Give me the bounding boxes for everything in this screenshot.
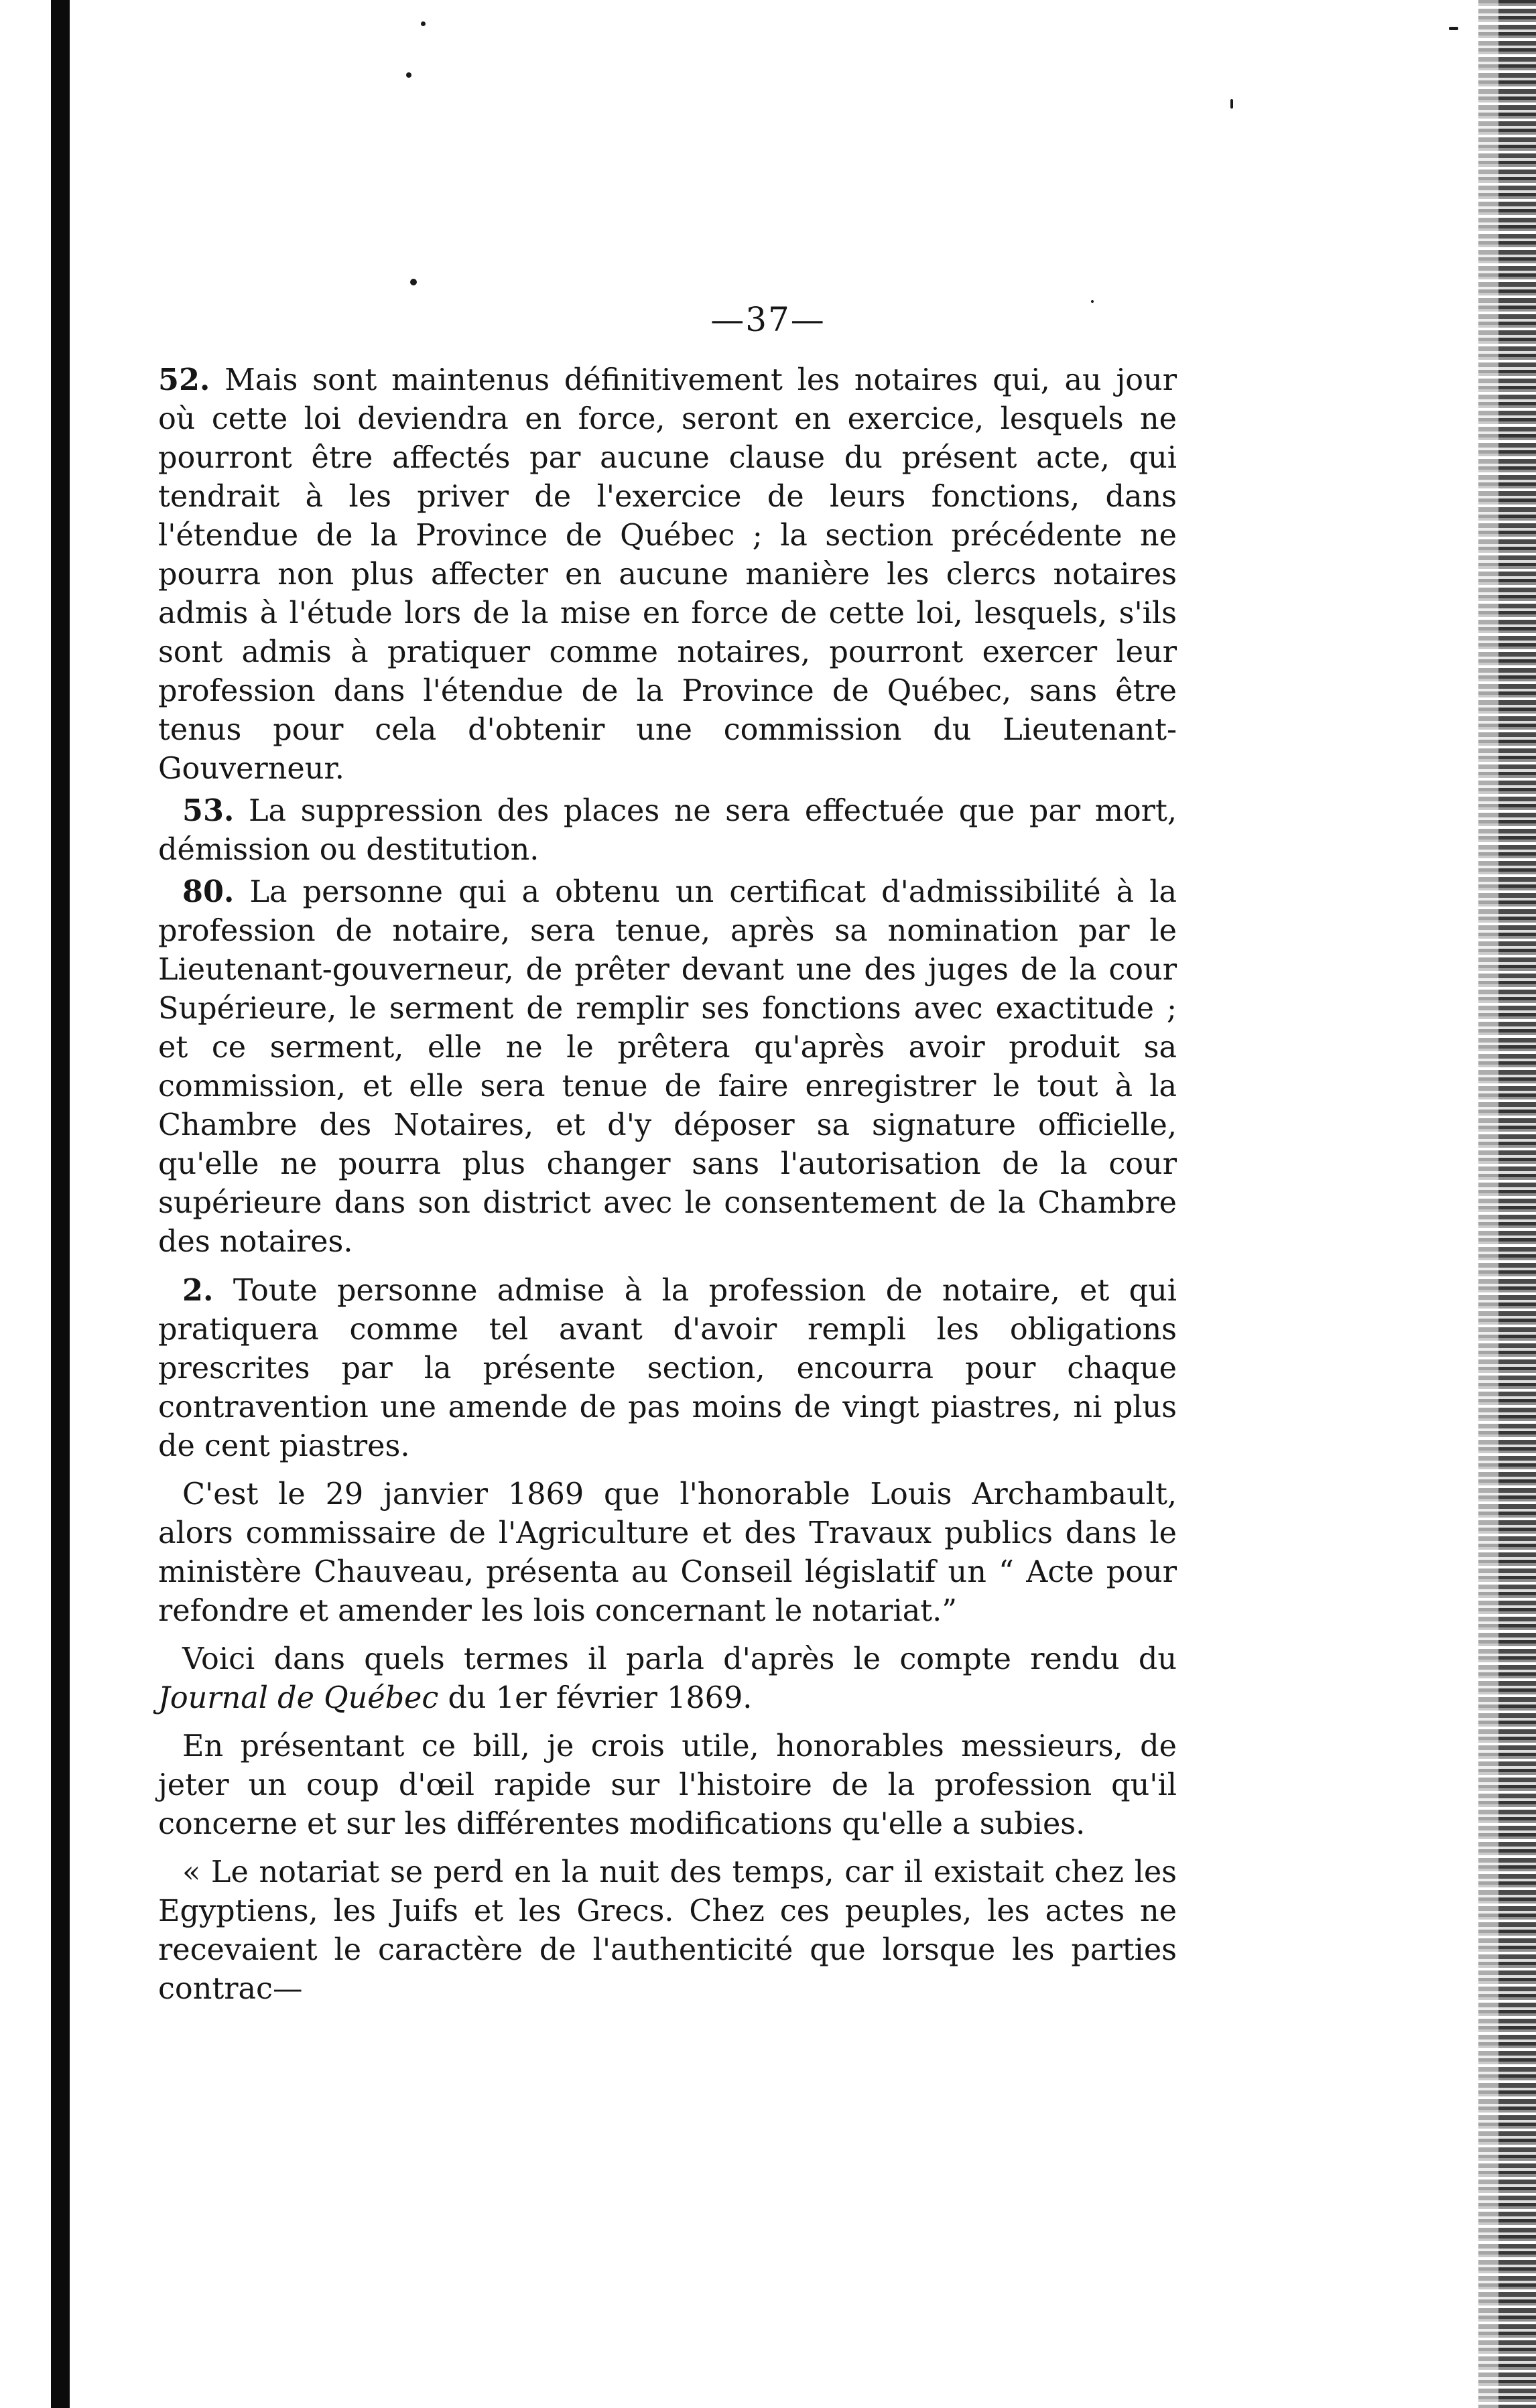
scan-speck: [406, 72, 411, 78]
right-page-edge-shade: [1478, 0, 1498, 2408]
paragraph-text: Voici dans quels termes il parla d'après le compte rendu du: [182, 1642, 1177, 1676]
paragraph-text: Toute personne admise à la profession de notaire, et qui pratiquera comme tel avant d'avoir rempli les obligations prescrites par la présente section, encourra pour chaque contravention une amende de pas moins de vingt piastres, ni plus de cent piastres.: [158, 1274, 1177, 1463]
paragraph-article-52: [158, 360, 1177, 789]
paragraph-text: C'est le 29 janvier 1869 que l'honorable Louis Archambault, alors commissaire de l'Agriculture et des Travaux publics dans le ministère Chauveau, présenta au Conseil législatif un “ Acte pour refondre et amender les lois concernant le notariat.”: [158, 1477, 1177, 1628]
paragraph-text: du 1er février 1869.: [438, 1681, 753, 1715]
article-number: 2.: [182, 1273, 214, 1308]
paragraph-text: En présentant ce bill, je crois utile, honorables messieurs, de jeter un coup d'œil rapide sur l'histoire de la profession qu'il concerne et sur les différentes modifications qu'elle a subies.: [158, 1729, 1177, 1841]
scan-speck: [421, 21, 426, 26]
body-text: [158, 360, 1177, 2009]
article-number: 80.: [182, 874, 235, 909]
paragraph-text: La personne qui a obtenu un certificat d'admissibilité à la profession de notaire, sera tenue, après sa nomination par le Lieutenant-gouverneur, de prêter devant une des juges de la cour Supérieure, le serment de remplir ses fonctions avec exactitude ; et ce serment, elle ne le prêtera qu'après avoir produit sa commission, et elle sera tenue de faire enregistrer le tout à la Chambre des Notaires, et d'y déposer sa signature officielle, qu'elle ne pourra plus changer sans l'autorisation de la cour supérieure dans son district avec le consentement de la Chambre des notaires.: [158, 875, 1177, 1259]
paragraph-subsection-2: [158, 1271, 1177, 1466]
journal-title: Journal de Québec: [158, 1681, 439, 1715]
paragraph-article-80: [158, 872, 1177, 1262]
scan-speck: [1449, 27, 1458, 30]
paragraph-article-53: [158, 791, 1177, 870]
left-binding-rule: [51, 0, 70, 2408]
paragraph-archambault: [158, 1475, 1177, 1631]
paragraph-journal-reference: [158, 1640, 1177, 1718]
page-number: —37—: [710, 300, 826, 339]
paragraph-text: La suppression des places ne sera effectuée que par mort, démission ou destitution.: [158, 794, 1177, 867]
paragraph-speech-intro: [158, 1727, 1177, 1844]
article-number: 53.: [182, 793, 235, 828]
article-number: 52.: [158, 362, 210, 397]
scan-speck: [410, 279, 417, 285]
scan-speck: [1230, 99, 1233, 109]
paragraph-text: Mais sont maintenus définitivement les notaires qui, au jour où cette loi deviendra en force, seront en exercice, lesquels ne pourront être affectés par aucune clause du présent acte, qui tendrait à les priver de l'exercice de leurs fonctions, dans l'étendue de la Province de Québec ; la section précédente ne pourra non plus affecter en aucune manière les clercs notaires admis à l'étude lors de la mise en force de cette loi, lesquels, s'ils sont admis à pratiquer comme notaires, pourront exercer leur profession dans l'étendue de la Province de Québec, sans être tenus pour cela d'obtenir une commission du Lieutenant-Gouverneur.: [158, 363, 1177, 786]
paragraph-speech-history: [158, 1853, 1177, 2009]
paragraph-text: « Le notariat se perd en la nuit des temps, car il existait chez les Egyptiens, les Juifs et les Grecs. Chez ces peuples, les actes ne recevaient le caractère de l'authenticité que lorsque les parties contrac—: [158, 1855, 1177, 2006]
